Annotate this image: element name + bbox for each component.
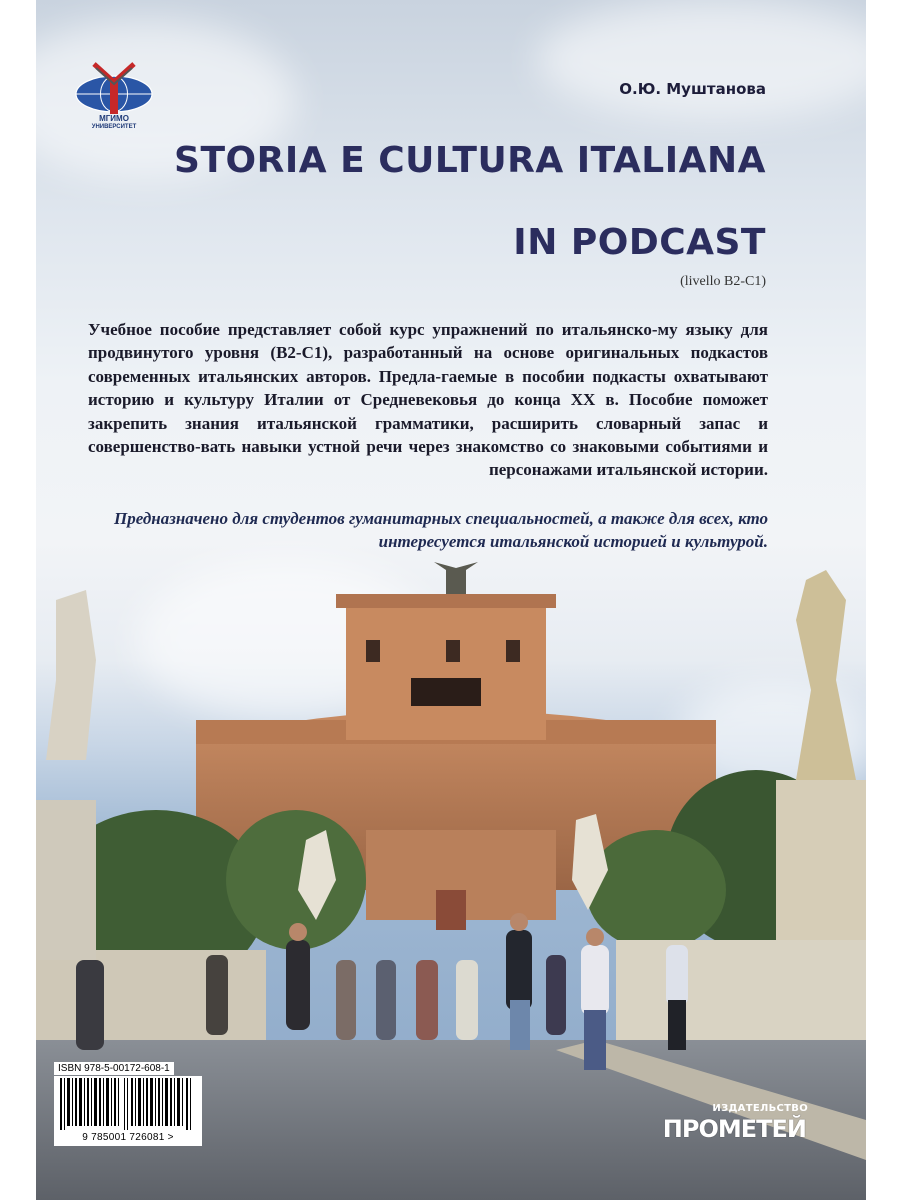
isbn-label: ISBN 978-5-00172-608-1: [54, 1062, 174, 1075]
book-back-cover: [36, 0, 866, 1200]
author-name: О.Ю. Муштанова: [619, 80, 766, 98]
logo-caption-line1: МГИМО: [99, 114, 129, 123]
barcode-icon: [58, 1078, 198, 1130]
book-description: Учебное пособие представляет собой курс упражнений по итальянско-му языку для продвинутого уровня (В2-С1), разработанный на основе оригинальных подкастов современных итальянских авторов. Предла-гаемые в пособии подкасты охватывают историю и культуру Италии от Средневековья до конца XX в. Пособие поможет закрепить знания итальянской грамматики, расширить словарный запас и совершенство-вать навыки устной речи через знакомство со знаковыми событиями и персонажами итальянской истории.: [88, 320, 768, 480]
publisher-logo: ПРОМЕТЕЙ: [662, 1115, 806, 1143]
barcode-digits: 9 785001 726081 >: [54, 1132, 202, 1143]
logo-caption: [72, 114, 156, 132]
book-title-line2: IN PODCAST: [513, 222, 766, 263]
level-label: (livello B2-C1): [680, 274, 766, 289]
logo-caption-line2: УНИВЕРСИТЕТ: [91, 124, 137, 130]
audience-note: Предназначено для студентов гуманитарных специальностей, а также для всех, кто интересуется итальянской историей и культурой.: [114, 509, 768, 552]
book-title-line1: STORIA E CULTURA ITALIANA: [174, 140, 766, 181]
publisher-label: ИЗДАТЕЛЬСТВО: [712, 1103, 808, 1114]
cloud: [536, 0, 866, 120]
